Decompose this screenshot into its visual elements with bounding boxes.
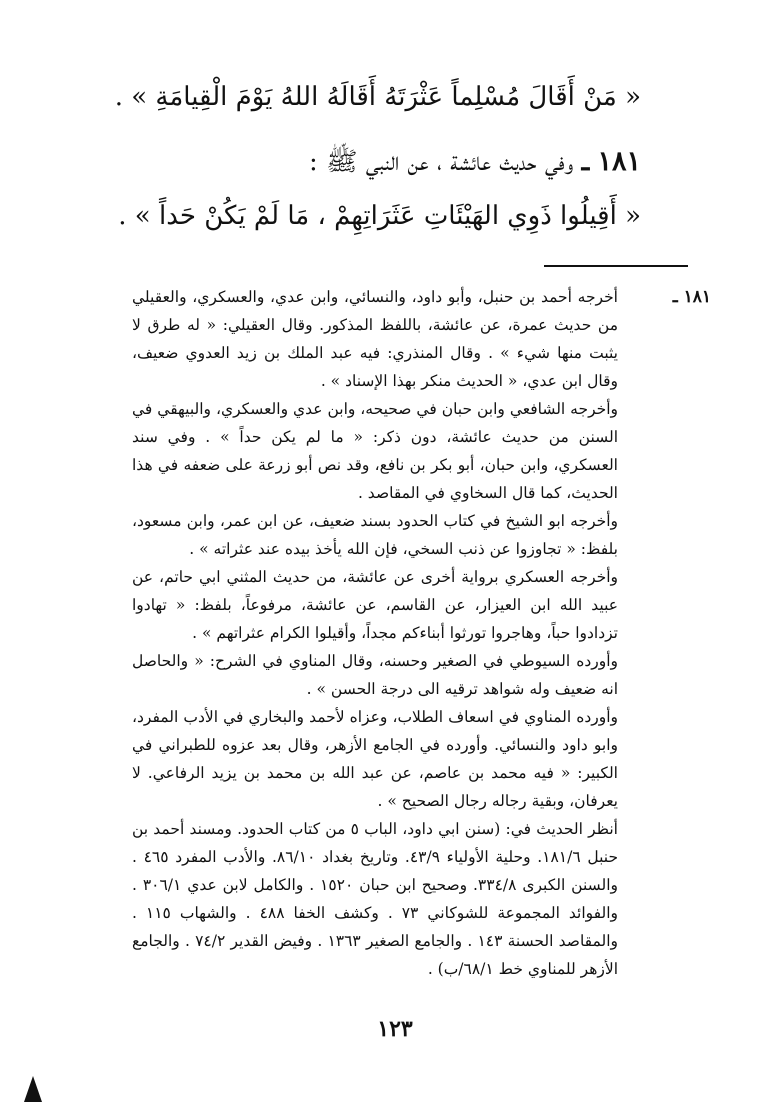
corner-mark (24, 1076, 42, 1102)
footnote-body (132, 283, 618, 983)
page-number: ١٢٣ (377, 1016, 413, 1042)
footnote-paragraph: وأورده السيوطي في الصغير وحسنه، وقال المناوي في الشرح: « والحاصل انه ضعيف وله شواهد ترقيه الى درجة الحسن » . (132, 652, 618, 698)
footnote-paragraph: أخرجه أحمد بن حنبل، وأبو داود، والنسائي، وابن عدي، والعسكري، والعقيلي من حديث عمرة، عن عائشة، باللفظ المذكور. وقال العقيلي: « له طرق لا يثبت منها شيء » . وقال المنذري: فيه عبد الملك بن زيد العدوي ضعيف، وقال ابن عدي، « الحديث منكر بهذا الإسناد » . (132, 288, 618, 390)
hadith-text-line-2: « أَقِيلُوا ذَوِي الهَيْئَاتِ عَثَرَاتِهِمْ ، مَا لَمْ يَكُنْ حَداً » . (118, 201, 641, 231)
footnote-number-value: ١٨١ (683, 287, 711, 307)
hadith-text-line-1: « مَنْ أَقَالَ مُسْلِماً عَثْرَتَهُ أَقَالَهُ اللهُ يَوْمَ الْقِيامَةِ » . (114, 82, 641, 112)
footnote-number-dash: ـ (672, 287, 678, 307)
hadith-number: ١٨١ (597, 146, 641, 177)
footnote-paragraph: وأخرجه الشافعي وابن حبان في صحيحه، وابن عدي والعسكري، والبيهقي في السنن من حديث عائشة، دون ذكر: « ما لم يكن حداً » . وفي سند العسكري، وابن حبان، أبو بكر بن نافع، وقد نص أبو زرعة على ضعفه في هذا الحديث، كما قال السخاوي في المقاصد . (132, 400, 618, 502)
footnote-paragraph: وأورده المناوي في اسعاف الطلاب، وعزاه لأحمد والبخاري في الأدب المفرد، وابو داود والنسائي. وأورده في الجامع الأزهر، وقال بعد عزوه للطبراني في الكبير: « فيه محمد بن عاصم، عن عبد الله بن محمد بن يزيد الرفاعي. لا يعرفان، وبقية رجاله رجال الصحيح » . (132, 708, 618, 810)
hadith-heading (150, 147, 641, 177)
footnote-paragraph: أنظر الحديث في: (سنن ابي داود، الباب ٥ من كتاب الحدود. ومسند أحمد بن حنبل ١٨١/٦. وحلية الأولياء ٤٣/٩. وتاريخ بغداد ٨٦/١٠. والأدب المفرد ٤٦٥ . والسنن الكبرى ٣٣٤/٨. وصحيح ابن حبان ١٥٢٠ . والكامل لابن عدي ٣٠٦/١ . والفوائد المجموعة للشوكاني ٧٣ . وكشف الخفا ٤٨٨ . والشهاب ١١٥ . والمقاصد الحسنة ١٤٣ . والجامع الصغير ١٣٦٣ . وفيض القدير ٧٤/٢ . والجامع الأزهر للمناوي خط ٦٨/١/ب) . (132, 820, 619, 978)
hadith-number-dash: ـ (581, 147, 590, 177)
footnote-paragraph: وأخرجه العسكري برواية أخرى عن عائشة، من حديث المثني ابي حاتم، عن عبيد الله ابن العيزار، عن القاسم، عن عائشة، مرفوعاً، بلفظ: « تهادوا تزدادوا حباً، وهاجروا تورثوا أبناءكم مجداً، وأقيلوا الكرام عثراتهم » . (132, 568, 618, 642)
footnote-separator (544, 265, 688, 267)
footnote-number (673, 287, 711, 307)
hadith-heading-text: وفي حديث عائشة ، عن النبي ﷺ : (309, 147, 574, 177)
footnote-paragraph: وأخرجه ابو الشيخ في كتاب الحدود بسند ضعيف، عن ابن عمر، وابن مسعود، بلفظ: « تجاوزوا عن ذنب السخي، فإن الله يأخذ بيده عند عثراته » . (132, 512, 618, 558)
